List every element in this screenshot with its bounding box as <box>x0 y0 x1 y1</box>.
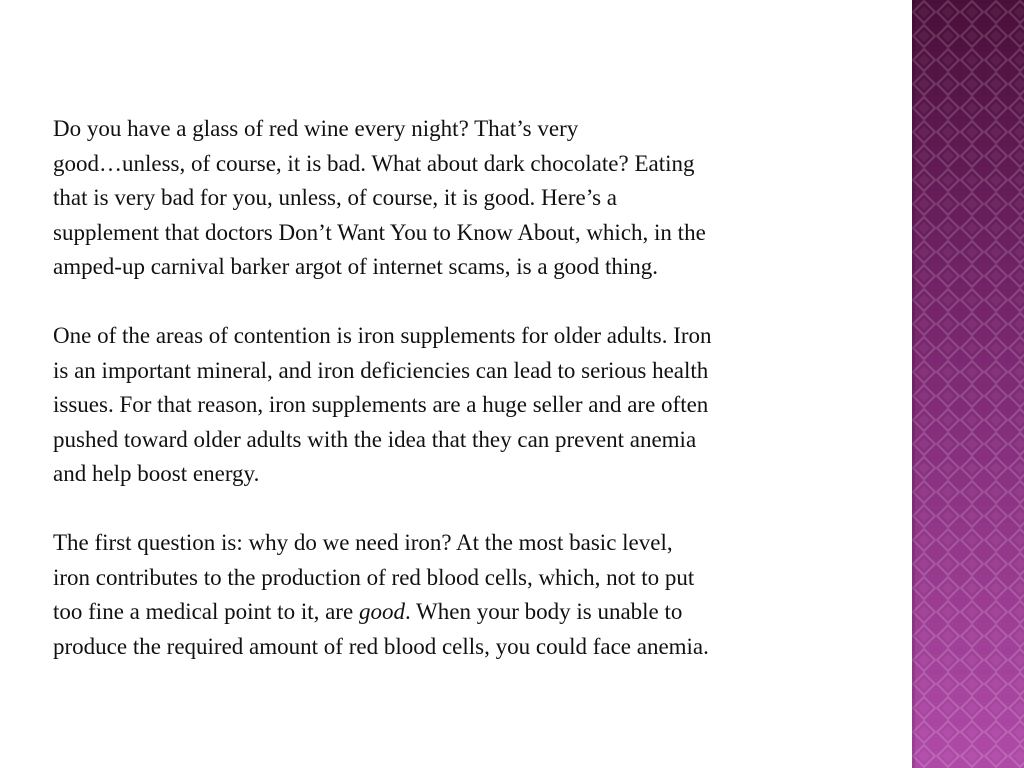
paragraph-1 <box>53 112 885 285</box>
text-line: is an important mineral, and iron deficiencies can lead to serious health <box>53 357 709 383</box>
text-line: that is very bad for you, unless, of course, it is good. Here’s a <box>53 185 618 210</box>
decorative-side-panel <box>912 0 1024 768</box>
emphasis-word: good <box>358 599 405 624</box>
text-line: amped-up carnival barker argot of internet scams, is a good thing. <box>53 254 659 279</box>
diamond-pattern-graphic <box>912 0 1024 768</box>
text-line: good…unless, of course, it is bad. What about dark chocolate? Eating <box>53 150 695 176</box>
text-segment: . When your body is unable to <box>404 599 683 624</box>
text-line-with-emphasis <box>53 595 885 630</box>
text-line: issues. For that reason, iron supplements are a huge seller and are often <box>53 392 709 417</box>
text-line: Do you have a glass of red wine every night? That’s very <box>53 116 579 141</box>
text-line: produce the required amount of red blood cells, you could face anemia. <box>53 633 709 659</box>
text-line: and help boost energy. <box>53 461 260 486</box>
paragraph-3 <box>53 526 885 664</box>
text-line: The first question is: why do we need iron? At the most basic level, <box>53 530 673 555</box>
text-line: pushed toward older adults with the idea that they can prevent anemia <box>53 426 697 452</box>
text-line: supplement that doctors Don’t Want You to Know About, which, in the <box>53 219 706 245</box>
paragraph-2 <box>53 319 885 492</box>
text-line: One of the areas of contention is iron supplements for older adults. Iron <box>53 323 712 348</box>
slide-text-body <box>53 112 885 664</box>
text-segment: too fine a medical point to it, are <box>53 599 359 624</box>
text-line: iron contributes to the production of red blood cells, which, not to put <box>53 564 695 590</box>
